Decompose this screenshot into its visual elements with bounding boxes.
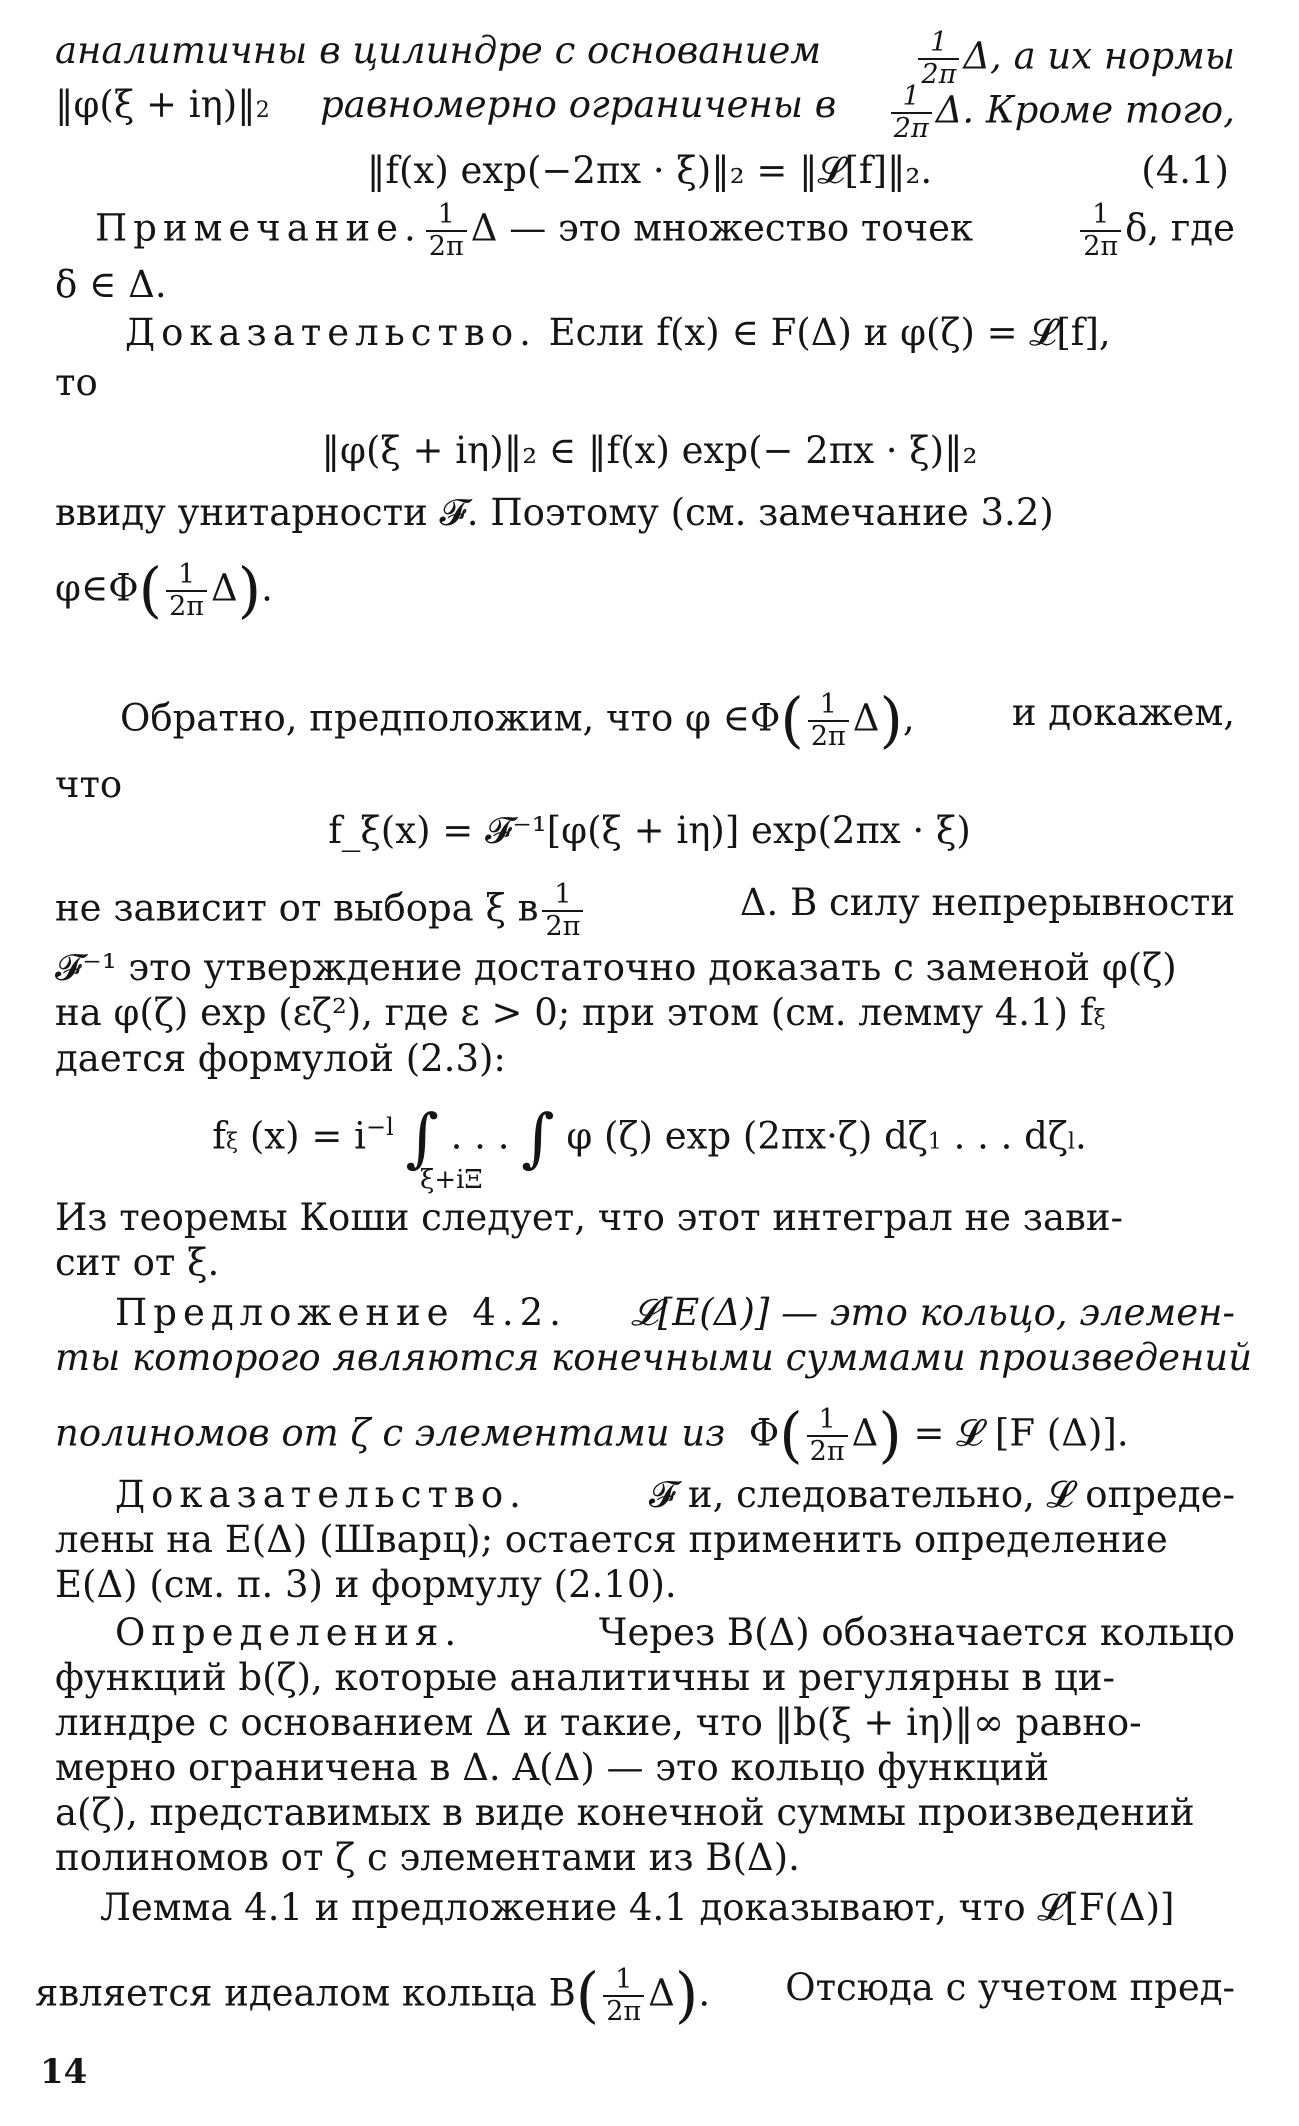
text-line (55, 490, 1235, 535)
text: $\frac{1}{2\pi}$ δ, где (1076, 200, 1235, 262)
formula-norm (0, 428, 1299, 473)
text-line: дается формулой (2.3): (55, 1037, 506, 1080)
text: Отсюда с учетом пред- (785, 1966, 1235, 2009)
text: 𝓛[E(Δ)] — это кольцо, элемен- (630, 1291, 1235, 1334)
text-line (120, 685, 1235, 756)
formula: ‖f(x) exp(−2πx · ξ)‖₂ = ‖𝓛[f]‖₂. (366, 149, 933, 192)
text-line: ты которого являются конечными суммами произведений (55, 1336, 1253, 1379)
text: и докажем, (1011, 691, 1235, 734)
text-line: Лемма 4.1 и предложение 4.1 доказывают, что 𝓛[F(Δ)] (100, 1886, 1175, 1929)
fraction: $\frac{1}{2\pi}$ (807, 1405, 848, 1467)
text-line (125, 310, 1235, 355)
text: Доказательство. (125, 311, 537, 354)
text-line: Из теоремы Коши следует, что этот интеграл не зави- (55, 1196, 1124, 1239)
text-line: E(Δ) (см. п. 3) и формулу (2.10). (55, 1563, 677, 1606)
text-line: то (55, 361, 98, 404)
fraction: $\frac{1}{2\pi}$ (603, 1965, 644, 2027)
formula-f-xi (0, 808, 1299, 853)
fraction: $\frac{1}{2\pi}$ (891, 82, 932, 144)
formula-integral: fξ $(x) = i^{-l}$ ∫ . . . ∫ φ (ζ) exp (2πx·ζ) dζ1 . . . dζl. (212, 1101, 1087, 1176)
fraction: $\frac{1}{2\pi}$ (426, 200, 467, 262)
text-line: полиномов от ζ с элементами из B(Δ). (55, 1836, 800, 1879)
text: Через B(Δ) обозначается кольцо (598, 1611, 1235, 1654)
text-line (95, 200, 1235, 262)
text: Определения. (115, 1611, 463, 1654)
text-line: на φ(ζ) exp (εζ²), где ε > 0; при этом (см. лемму 4.1) fξ (55, 991, 1106, 1034)
fraction: $\frac{1}{2\pi}$ (1080, 200, 1121, 262)
text: Доказательство. (115, 1473, 527, 1516)
text-line (55, 82, 1235, 144)
text-line: a(ζ), представимых в виде конечной суммы произведений (55, 1791, 1195, 1834)
text: Примечание. $\frac{1}{2\pi}$ Δ — это множество точек (95, 199, 974, 262)
text: Δ. В силу непрерывности (739, 881, 1235, 924)
text-line: 𝓕⁻¹ это утверждение достаточно доказать с заменой φ(ζ) (55, 946, 1177, 989)
text-line: δ ∈ Δ. (55, 263, 167, 306)
text: является идеалом кольца B( $\frac{1}{2\pi}$ Δ). (35, 1960, 711, 2031)
text-line (35, 1960, 1235, 2031)
text: ‖φ(ξ + iη)‖2 (55, 83, 270, 126)
formula: f_ξ(x) = 𝓕⁻¹[φ(ξ + iη)] exp(2πx · ξ) (328, 809, 971, 852)
text-line: функций b(ζ), которые аналитичны и регулярны в ци- (55, 1656, 1115, 1699)
text-line (115, 1472, 1235, 1517)
text-line: сит от ξ. (55, 1241, 220, 1284)
fraction: $\frac{1}{2\pi}$ (542, 880, 583, 942)
text-line (115, 1610, 1235, 1655)
text-line: что (55, 763, 123, 806)
equation-number: (4.1) (1141, 149, 1229, 192)
text: не зависит от выбора ξ в $\frac{1}{2\pi}$ (55, 880, 587, 942)
text: 𝓕 и, следовательно, 𝓛 опреде- (648, 1473, 1235, 1516)
text: $\frac{1}{2\pi}$ Δ, а их нормы (914, 28, 1235, 90)
formula-4-1 (0, 148, 1299, 193)
text: $\frac{1}{2\pi}$ Δ. Кроме того, (887, 82, 1235, 144)
text-line: линдре с основанием Δ и такие, что ‖b(ξ + iη)‖∞ равно- (55, 1701, 1142, 1744)
integral-domain: ξ+iΞ (420, 1165, 483, 1195)
page-number: 14 (40, 2052, 88, 2092)
text-line (55, 880, 1235, 942)
text-line: лены на E(Δ) (Шварц); остается применить определение (55, 1518, 1168, 1561)
text-line (115, 1290, 1235, 1335)
fraction: $\frac{1}{2\pi}$ (166, 560, 207, 622)
text: Предложение 4.2. (115, 1291, 567, 1334)
text: Если f(x) ∈ F(Δ) и φ(ζ) = 𝓛[f], (548, 311, 1111, 354)
text-line: мерно ограничена в Δ. A(Δ) — это кольцо функций (55, 1746, 1050, 1789)
text-line: φ∈Φ( $\frac{1}{2\pi}$ Δ). (55, 555, 273, 626)
text: Обратно, предположим, что φ ∈Φ( $\frac{1}{2\pi}$ Δ), (120, 685, 915, 756)
fraction: $\frac{1}{2\pi}$ (808, 690, 849, 752)
text-line (55, 28, 1235, 90)
fraction: $\frac{1}{2\pi}$ (918, 28, 959, 90)
text: φ∈Φ (55, 566, 139, 610)
text-line: полиномов от ζ с элементами из Φ( $\frac{1}{2\pi}$ Δ) = 𝓛 [F (Δ)]. (55, 1400, 1129, 1471)
text: равномерно ограничены в (320, 83, 837, 126)
text: ввиду унитарности 𝓕. Поэтому (см. замечание 3.2) (55, 491, 1054, 534)
text: аналитичны в цилиндре с основанием (55, 29, 822, 72)
formula: ‖φ(ξ + iη)‖₂ ∈ ‖f(x) exp(− 2πx · ξ)‖₂ (321, 429, 978, 472)
